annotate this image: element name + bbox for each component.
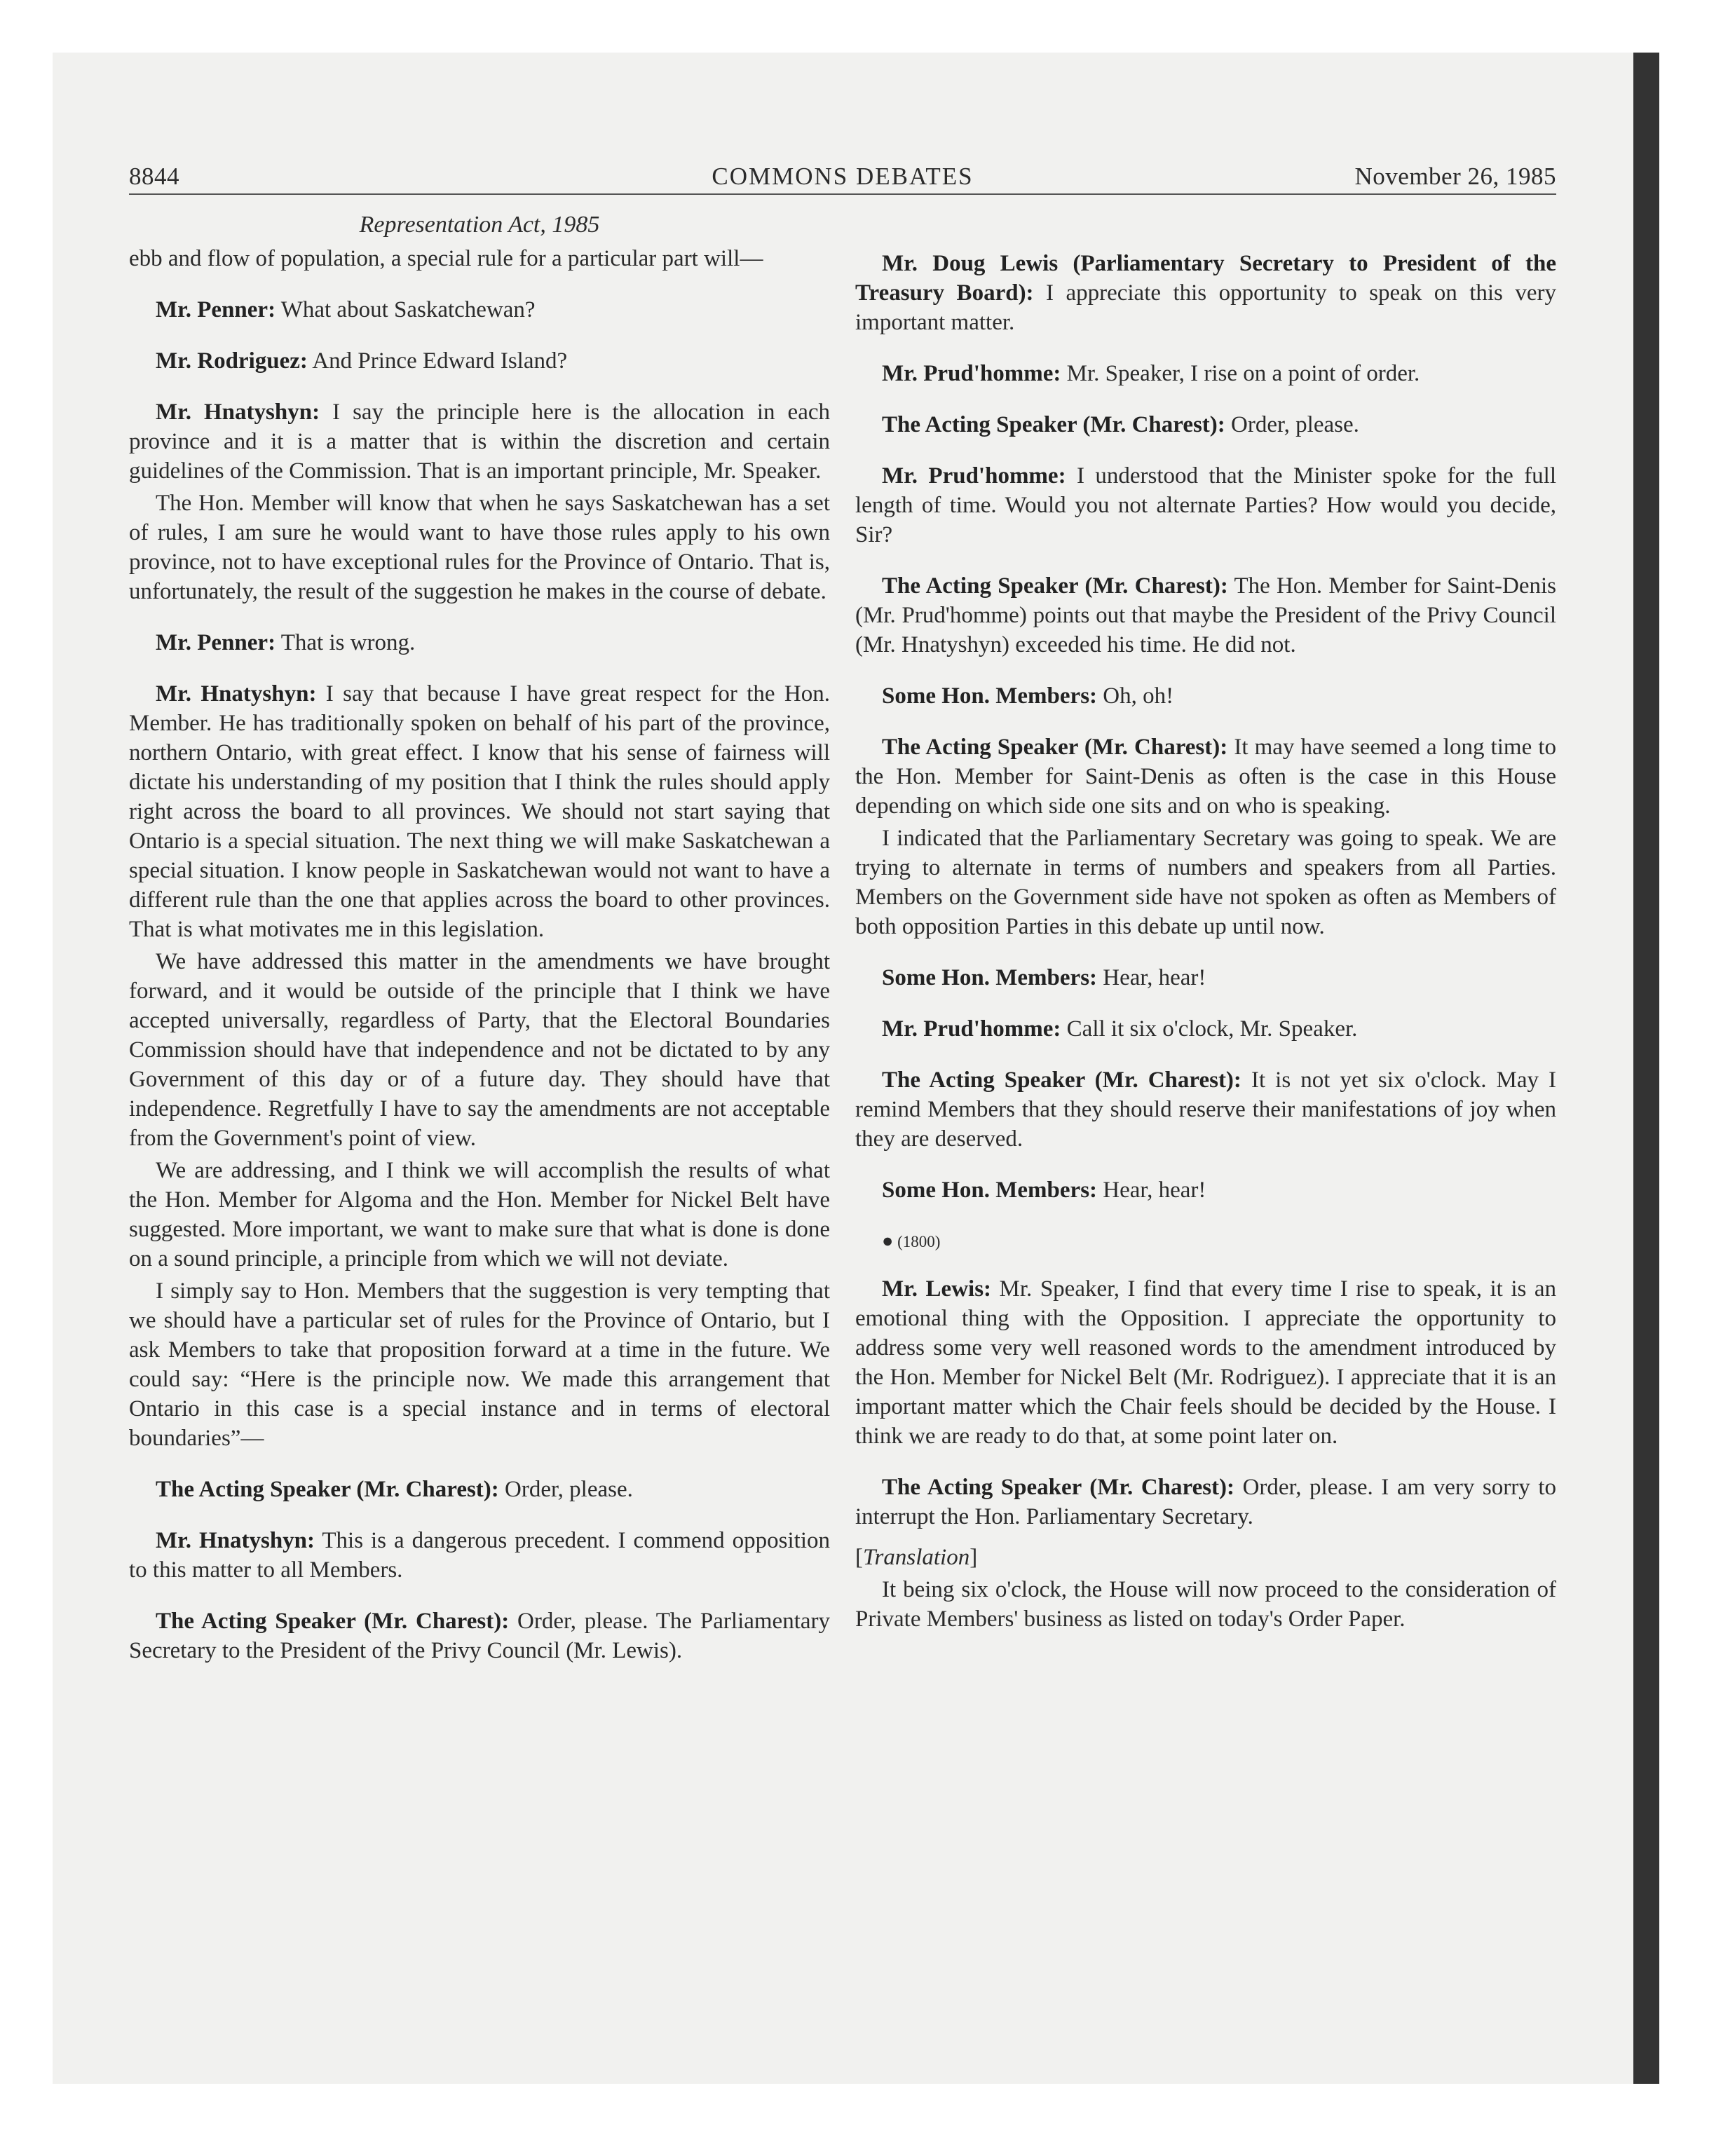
- right-column-body-bottom: [855, 1274, 1556, 1531]
- speech-text: This is a dangerous precedent. I commend opposition to this matter to all Members.: [129, 1528, 830, 1583]
- speech-text: That is wrong.: [275, 630, 416, 655]
- speech-text: I appreciate this opportunity to speak on this very important matter.: [855, 280, 1556, 335]
- speech-paragraph: [855, 1014, 1556, 1044]
- page-header: [129, 163, 1556, 198]
- speaker-name: Some Hon. Members:: [882, 683, 1098, 709]
- speech-paragraph: [855, 1274, 1556, 1451]
- speech-paragraph: [855, 1175, 1556, 1205]
- speech-paragraph: [855, 461, 1556, 550]
- speaker-name: The Acting Speaker (Mr. Charest):: [882, 1475, 1235, 1500]
- paragraph: The Hon. Member will know that when he says Saskatchewan has a set of rules, I am sure he would want to have those rules apply to his own province, not to have exceptional rules for the Province of Ontario. That is, unfortunately, the result of the suggestion he makes in the course of debate.: [129, 491, 830, 604]
- page-title: COMMONS DEBATES: [712, 163, 974, 190]
- speaker-name: The Acting Speaker (Mr. Charest):: [882, 1067, 1241, 1093]
- speech-text: I say the principle here is the allocation in each province and it is a matter that is within the discretion and certain guidelines of the Commission. That is an important principle, Mr. Speaker.: [129, 400, 830, 484]
- speech-text: And Prince Edward Island?: [307, 348, 568, 374]
- speech-text: I understood that the Minister spoke for the full length of time. Would you not alternate Parties? How would you decide, Sir?: [855, 463, 1556, 547]
- header-rule: [129, 193, 1556, 195]
- speaker-name: Mr. Hnatyshyn:: [156, 1528, 315, 1553]
- paragraph: I indicated that the Parliamentary Secretary was going to speak. We are trying to alternate in terms of numbers and speakers from all Parties. Members on the Government side have not spoken as often as Members of both opposition Parties in this debate up until now.: [855, 826, 1556, 939]
- speech-paragraph: [855, 1473, 1556, 1531]
- paragraph: We are addressing, and I think we will accomplish the results of what the Hon. Member for Algoma and the Hon. Member for Nickel Belt have suggested. More important, we want to make sure that what is done is done on a sound principle, a principle from which we will not deviate.: [129, 1158, 830, 1271]
- continued-paragraph: ebb and flow of population, a special rule for a particular part will—: [129, 246, 763, 271]
- speaker-name: Some Hon. Members:: [882, 965, 1098, 990]
- speaker-name: The Acting Speaker (Mr. Charest):: [156, 1477, 499, 1502]
- speech-paragraph: [855, 732, 1556, 821]
- speaker-name: Mr. Rodriguez:: [156, 348, 308, 374]
- speaker-name: Mr. Prud'homme:: [882, 361, 1061, 386]
- paragraph: I simply say to Hon. Members that the suggestion is very tempting that we should have a particular set of rules for the Province of Ontario, but I ask Members to take that proposition forward at a time in the future. We could say: “Here is the principle now. We made this arrangement that Ontario in this case is a special instance and in terms of electoral boundaries”—: [129, 1278, 830, 1451]
- speech-text: Order, please.: [1225, 412, 1359, 437]
- speaker-name: Mr. Hnatyshyn:: [156, 400, 320, 425]
- speech-text: It may have seemed a long time to the Hon. Member for Saint-Denis as often is the case in this House depending on which side one sits and on who is speaking.: [855, 735, 1556, 819]
- speech-paragraph: [129, 1606, 830, 1665]
- right-column-body-top: [855, 249, 1556, 1205]
- speaker-name: Mr. Penner:: [156, 630, 276, 655]
- speech-text: I say that because I have great respect for the Hon. Member. He has traditionally spoken on behalf of his part of the province, northern Ontario, with great effect. I know that his sense of fairness will dictate his understanding of my position that I think the rules should apply right across the board to all provinces. We should not start saying that Ontario is a special situation. The next thing we will make Saskatchewan a special situation. I know people in Saskatchewan would not want to have a different rule than the one that applies across the board to other provinces. That is what motivates me in this legislation.: [129, 681, 830, 942]
- time-marker-text: (1800): [897, 1233, 941, 1250]
- right-column: [855, 249, 1556, 1634]
- speech-text: It is not yet six o'clock. May I remind Members that they should reserve their manifestations of joy when they are deserved.: [855, 1067, 1556, 1152]
- speech-text: Order, please. I am very sorry to interrupt the Hon. Parliamentary Secretary.: [855, 1475, 1556, 1529]
- left-column: [129, 210, 830, 1665]
- speech-text: Call it six o'clock, Mr. Speaker.: [1061, 1016, 1358, 1042]
- speech-text: Order, please.: [498, 1477, 633, 1502]
- speech-paragraph: [129, 1475, 830, 1504]
- speech-text: The Hon. Member for Saint-Denis (Mr. Prud'homme) points out that maybe the President of the Privy Council (Mr. Hnatyshyn) exceeded his time. He did not.: [855, 573, 1556, 657]
- closing-paragraph: It being six o'clock, the House will now proceed to the consideration of Private Members' business as listed on today's Order Paper.: [855, 1577, 1556, 1632]
- speaker-name: The Acting Speaker (Mr. Charest):: [882, 412, 1225, 437]
- translation-label-text: Translation: [863, 1545, 970, 1570]
- paragraph: We have addressed this matter in the amendments we have brought forward, and it would be outside of the principle that I think we have accepted universally, regardless of Party, that the Electoral Boundaries Commission should have that independence and not be dictated to by any Government of this day or of a future day. They should have that independence. Regretfully I have to say the amendments are not acceptable from the Government's point of view.: [129, 949, 830, 1151]
- speech-paragraph: [129, 397, 830, 486]
- speech-paragraph: [129, 1526, 830, 1585]
- speech-paragraph: [855, 410, 1556, 439]
- speech-paragraph: [129, 679, 830, 944]
- speech-paragraph: [855, 249, 1556, 337]
- speaker-name: The Acting Speaker (Mr. Charest):: [882, 573, 1228, 599]
- speech-paragraph: [129, 346, 830, 376]
- speaker-name: Some Hon. Members:: [882, 1178, 1098, 1203]
- page-number: 8844: [129, 163, 179, 190]
- speaker-name: Mr. Doug Lewis (Parliamentary Secretary to President of the Treasury Board):: [855, 251, 1556, 306]
- speech-paragraph: [855, 359, 1556, 388]
- running-head: Representation Act, 1985: [359, 212, 600, 238]
- speaker-name: The Acting Speaker (Mr. Charest):: [882, 735, 1228, 760]
- translation-label: [Translation]: [855, 1545, 978, 1570]
- speech-text: Hear, hear!: [1097, 965, 1206, 990]
- speaker-name: Mr. Prud'homme:: [882, 1016, 1061, 1042]
- speech-text: What about Saskatchewan?: [275, 297, 536, 322]
- speech-text: Mr. Speaker, I find that every time I rise to speak, it is an emotional thing with the Opposition. I appreciate the opportunity to address some very well reasoned words to the amendment introduced by the Hon. Member for Nickel Belt (Mr. Rodriguez). I appreciate that it is an important matter which the Chair feels should be decided by the House. I think we are ready to do that, at some point later on.: [855, 1276, 1556, 1449]
- speaker-name: The Acting Speaker (Mr. Charest):: [156, 1609, 510, 1634]
- speech-paragraph: [129, 628, 830, 657]
- speaker-name: Mr. Prud'homme:: [882, 463, 1066, 489]
- speech-text: Order, please. The Parliamentary Secretary to the President of the Privy Council (Mr. Lewis).: [129, 1609, 831, 1663]
- time-marker: [855, 1230, 1556, 1253]
- scan-edge: [1633, 53, 1659, 2084]
- speech-paragraph: [855, 1065, 1556, 1154]
- bullet-icon: ●: [882, 1230, 894, 1251]
- speech-text: Mr. Speaker, I rise on a point of order.: [1061, 361, 1420, 386]
- page-date: November 26, 1985: [1354, 163, 1556, 190]
- speech-text: Oh, oh!: [1097, 683, 1174, 709]
- speech-paragraph: [855, 571, 1556, 660]
- speech-text: Hear, hear!: [1097, 1178, 1206, 1203]
- speaker-name: Mr. Lewis:: [882, 1276, 992, 1302]
- left-column-body: [129, 244, 830, 1665]
- speech-paragraph: [129, 295, 830, 325]
- speaker-name: Mr. Penner:: [156, 297, 276, 322]
- speaker-name: Mr. Hnatyshyn:: [156, 681, 317, 707]
- speech-paragraph: [855, 681, 1556, 711]
- speech-paragraph: [855, 963, 1556, 992]
